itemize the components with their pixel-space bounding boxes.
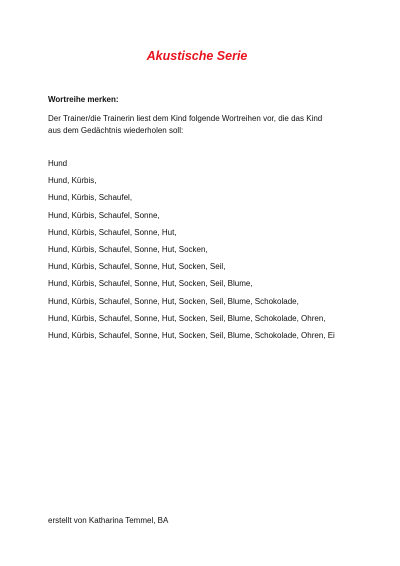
word-series-row: Hund [48, 159, 68, 168]
word-series-list [48, 159, 335, 348]
instruction-line-2: aus dem Gedächtnis wiederholen soll: [48, 126, 184, 135]
word-series-row: Hund, Kürbis, Schaufel, Sonne, Hut, Socken, Seil, Blume, Schokolade, Ohren, Ei [48, 330, 335, 340]
word-series-row: Hund, Kürbis, [48, 176, 97, 186]
document-title: Akustische Serie [146, 49, 248, 63]
instruction-paragraph [48, 113, 368, 137]
word-series-row: Hund, Kürbis, Schaufel, [48, 193, 133, 203]
author-credit: erstellt von Katharina Temmel, BA [48, 516, 169, 525]
word-series-row: Hund, Kürbis, Schaufel, Sonne, Hut, Socken, [48, 244, 208, 254]
word-series-row: Hund, Kürbis, Schaufel, Sonne, Hut, Socken, Seil, Blume, [48, 279, 253, 289]
word-series-row: Hund, Kürbis, Schaufel, Sonne, Hut, Socken, Seil, Blume, Schokolade, [48, 296, 299, 306]
instruction-line-1: Der Trainer/die Trainerin liest dem Kind folgende Wortreihen vor, die das Kind [48, 114, 323, 123]
word-series-row: Hund, Kürbis, Schaufel, Sonne, [48, 210, 160, 220]
word-series-row: Hund, Kürbis, Schaufel, Sonne, Hut, Socken, Seil, Blume, Schokolade, Ohren, [48, 313, 326, 323]
word-series-row: Hund, Kürbis, Schaufel, Sonne, Hut, Socken, Seil, [48, 262, 226, 272]
section-heading: Wortreihe merken: [48, 95, 119, 104]
word-series-row: Hund, Kürbis, Schaufel, Sonne, Hut, [48, 227, 177, 237]
